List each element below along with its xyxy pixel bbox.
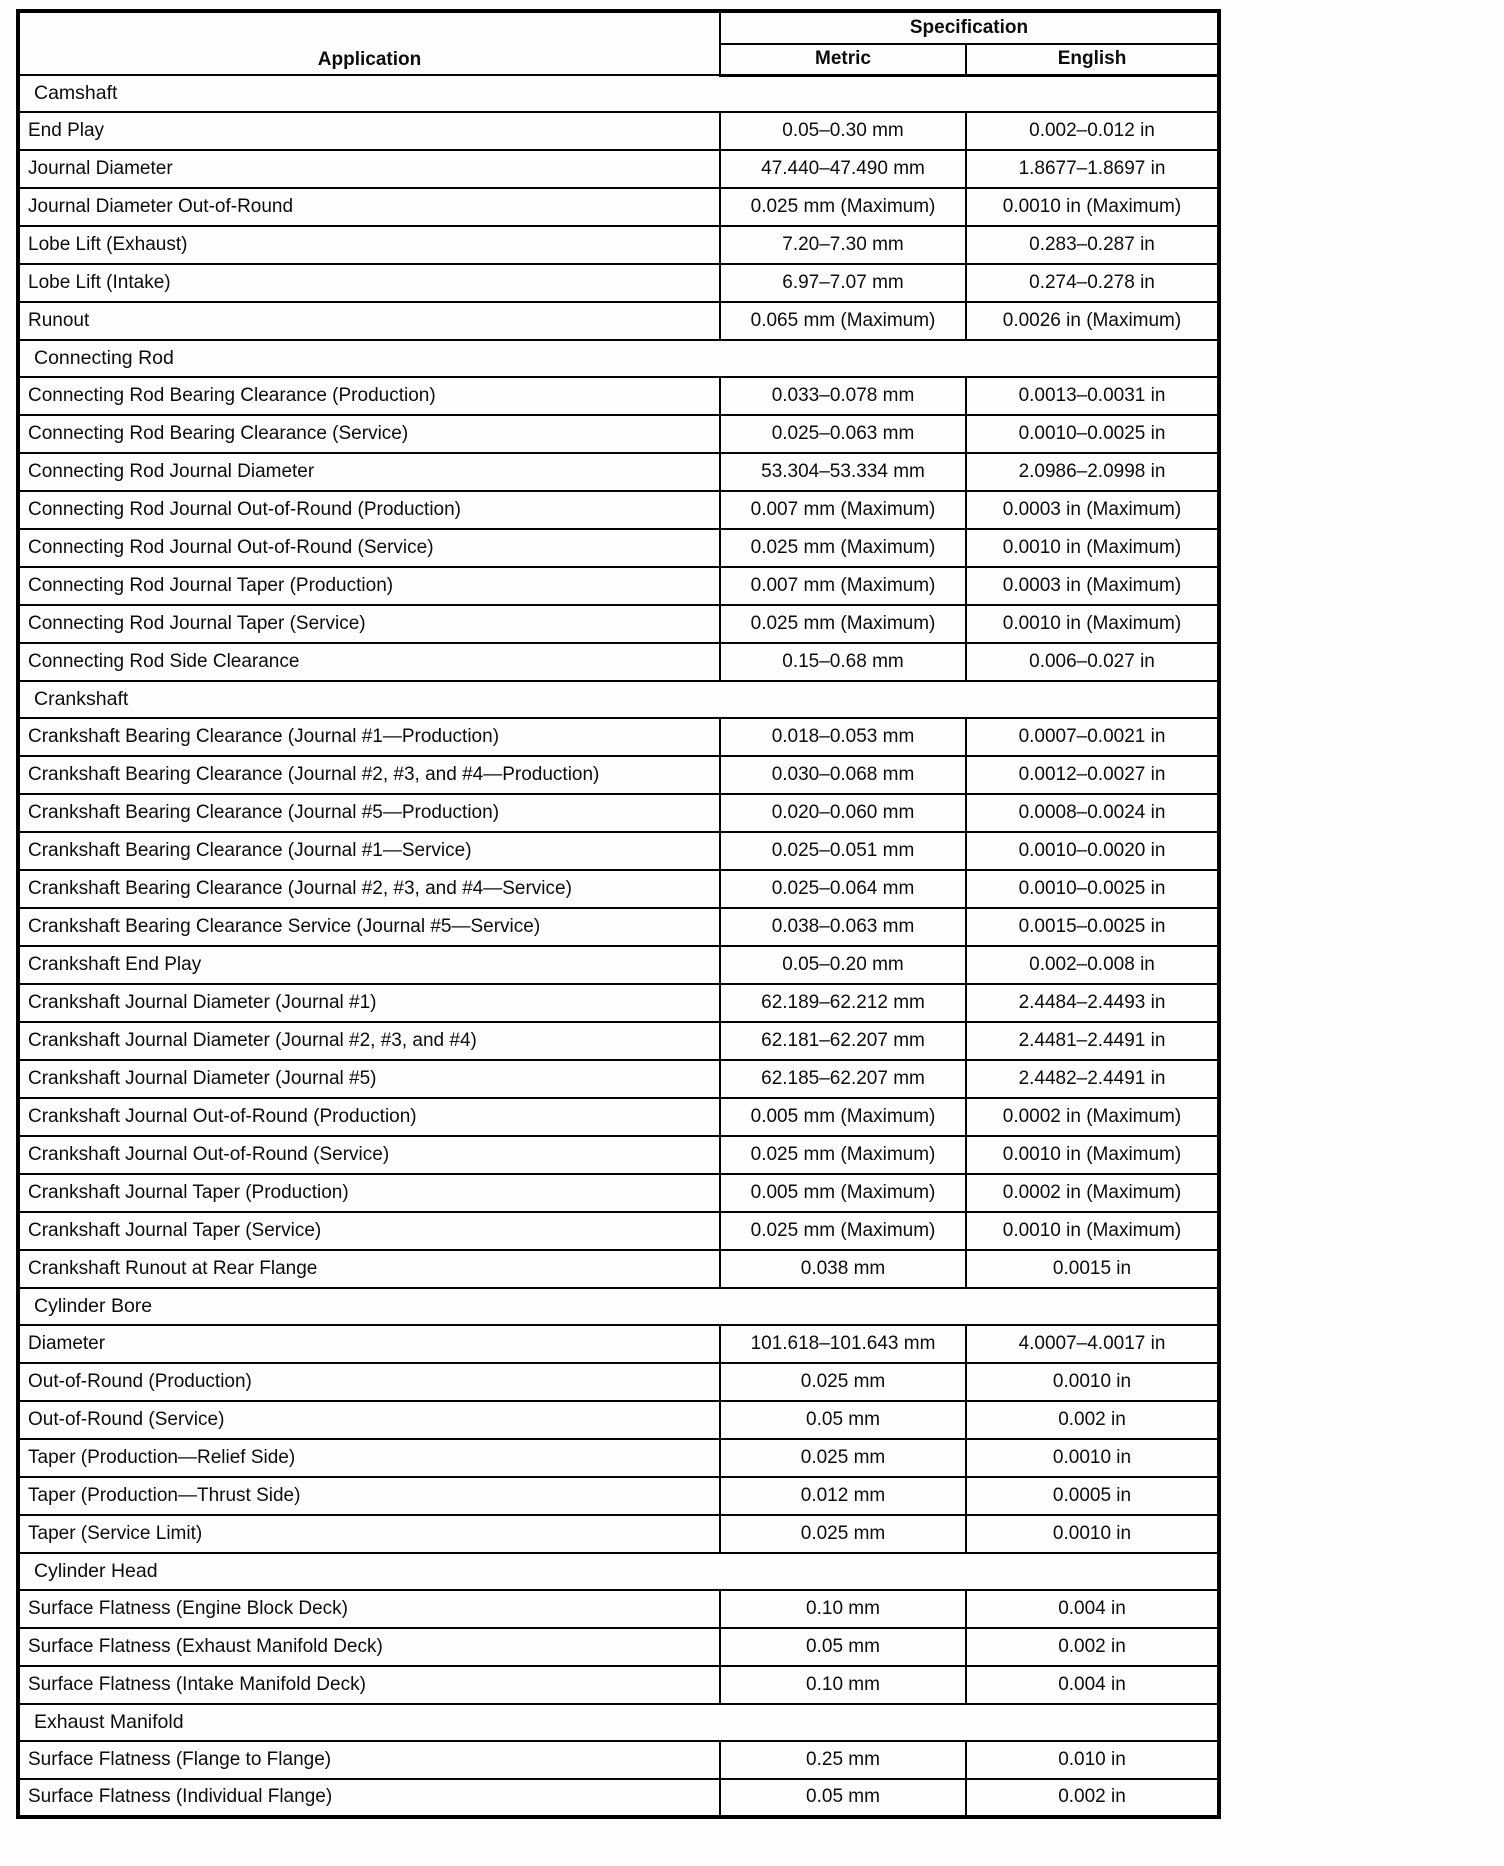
section-row xyxy=(18,1553,1219,1590)
english-value: 0.0002 in (Maximum) xyxy=(966,1098,1219,1136)
application-value: Crankshaft Bearing Clearance (Journal #5—Production) xyxy=(18,794,720,832)
metric-value: 53.304–53.334 mm xyxy=(720,453,966,491)
metric-value: 0.10 mm xyxy=(720,1666,966,1704)
application-value: Connecting Rod Journal Out-of-Round (Service) xyxy=(18,529,720,567)
section-title: Connecting Rod xyxy=(18,340,1219,377)
spec-row xyxy=(18,1325,1219,1363)
application-value: Journal Diameter Out-of-Round xyxy=(18,188,720,226)
english-value: 0.004 in xyxy=(966,1666,1219,1704)
english-value: 2.0986–2.0998 in xyxy=(966,453,1219,491)
metric-value: 0.025 mm xyxy=(720,1515,966,1553)
application-value: Crankshaft End Play xyxy=(18,946,720,984)
section-title: Camshaft xyxy=(18,75,1219,112)
english-value: 0.0010–0.0020 in xyxy=(966,832,1219,870)
english-value: 0.274–0.278 in xyxy=(966,264,1219,302)
metric-value: 0.025–0.063 mm xyxy=(720,415,966,453)
application-value: Runout xyxy=(18,302,720,340)
section-row xyxy=(18,1288,1219,1325)
metric-value: 0.025 mm (Maximum) xyxy=(720,605,966,643)
english-value: 0.0015 in xyxy=(966,1250,1219,1288)
spec-row xyxy=(18,1363,1219,1401)
spec-row xyxy=(18,643,1219,681)
application-value: Taper (Service Limit) xyxy=(18,1515,720,1553)
spec-row xyxy=(18,491,1219,529)
spec-row xyxy=(18,150,1219,188)
spec-row xyxy=(18,946,1219,984)
header-row-specification xyxy=(18,11,1219,44)
metric-value: 0.012 mm xyxy=(720,1477,966,1515)
spec-row xyxy=(18,1477,1219,1515)
specification-column-header: Specification xyxy=(720,11,1219,44)
application-value: Surface Flatness (Exhaust Manifold Deck) xyxy=(18,1628,720,1666)
section-title: Crankshaft xyxy=(18,681,1219,718)
english-value: 0.002–0.012 in xyxy=(966,112,1219,150)
english-value: 0.0008–0.0024 in xyxy=(966,794,1219,832)
metric-value: 6.97–7.07 mm xyxy=(720,264,966,302)
engine-specifications-table xyxy=(16,9,1221,1819)
metric-value: 0.15–0.68 mm xyxy=(720,643,966,681)
section-title: Exhaust Manifold xyxy=(18,1704,1219,1741)
metric-value: 0.05–0.30 mm xyxy=(720,112,966,150)
metric-value: 62.181–62.207 mm xyxy=(720,1022,966,1060)
spec-row xyxy=(18,908,1219,946)
spec-row xyxy=(18,1060,1219,1098)
metric-value: 0.020–0.060 mm xyxy=(720,794,966,832)
section-title: Cylinder Head xyxy=(18,1553,1219,1590)
application-value: Connecting Rod Side Clearance xyxy=(18,643,720,681)
metric-value: 0.10 mm xyxy=(720,1590,966,1628)
english-value: 4.0007–4.0017 in xyxy=(966,1325,1219,1363)
metric-value: 0.05–0.20 mm xyxy=(720,946,966,984)
spec-row xyxy=(18,1741,1219,1779)
metric-value: 0.005 mm (Maximum) xyxy=(720,1174,966,1212)
application-value: Crankshaft Bearing Clearance (Journal #2, #3, and #4—Production) xyxy=(18,756,720,794)
metric-value: 0.25 mm xyxy=(720,1741,966,1779)
section-title: Cylinder Bore xyxy=(18,1288,1219,1325)
metric-value: 0.025 mm (Maximum) xyxy=(720,188,966,226)
metric-value: 0.033–0.078 mm xyxy=(720,377,966,415)
english-value: 0.283–0.287 in xyxy=(966,226,1219,264)
application-value: Taper (Production—Thrust Side) xyxy=(18,1477,720,1515)
english-value: 0.0010 in xyxy=(966,1363,1219,1401)
metric-value: 0.038 mm xyxy=(720,1250,966,1288)
english-value: 0.0010 in (Maximum) xyxy=(966,529,1219,567)
application-value: Crankshaft Journal Out-of-Round (Production) xyxy=(18,1098,720,1136)
metric-value: 0.007 mm (Maximum) xyxy=(720,567,966,605)
metric-value: 47.440–47.490 mm xyxy=(720,150,966,188)
application-value: Crankshaft Runout at Rear Flange xyxy=(18,1250,720,1288)
spec-row xyxy=(18,718,1219,756)
application-value: Connecting Rod Journal Out-of-Round (Production) xyxy=(18,491,720,529)
spec-row xyxy=(18,1439,1219,1477)
english-value: 0.0010 in (Maximum) xyxy=(966,188,1219,226)
metric-value: 0.025–0.064 mm xyxy=(720,870,966,908)
section-row xyxy=(18,681,1219,718)
spec-row xyxy=(18,1515,1219,1553)
spec-row xyxy=(18,1401,1219,1439)
spec-row xyxy=(18,1779,1219,1817)
metric-value: 0.025 mm (Maximum) xyxy=(720,529,966,567)
english-value: 0.004 in xyxy=(966,1590,1219,1628)
application-value: Journal Diameter xyxy=(18,150,720,188)
english-value: 0.0003 in (Maximum) xyxy=(966,567,1219,605)
application-value: Connecting Rod Bearing Clearance (Production) xyxy=(18,377,720,415)
spec-row xyxy=(18,870,1219,908)
metric-value: 0.025 mm xyxy=(720,1363,966,1401)
metric-value: 0.025 mm (Maximum) xyxy=(720,1136,966,1174)
english-value: 2.4482–2.4491 in xyxy=(966,1060,1219,1098)
spec-row xyxy=(18,188,1219,226)
spec-row xyxy=(18,415,1219,453)
english-value: 0.002 in xyxy=(966,1779,1219,1817)
application-value: Diameter xyxy=(18,1325,720,1363)
english-value: 0.006–0.027 in xyxy=(966,643,1219,681)
metric-value: 62.189–62.212 mm xyxy=(720,984,966,1022)
section-row xyxy=(18,75,1219,112)
spec-row xyxy=(18,756,1219,794)
english-value: 0.002–0.008 in xyxy=(966,946,1219,984)
english-value: 0.0010–0.0025 in xyxy=(966,415,1219,453)
section-row xyxy=(18,340,1219,377)
spec-row xyxy=(18,1212,1219,1250)
spec-row xyxy=(18,1136,1219,1174)
spec-row xyxy=(18,1250,1219,1288)
spec-row xyxy=(18,984,1219,1022)
spec-row xyxy=(18,1022,1219,1060)
english-value: 0.010 in xyxy=(966,1741,1219,1779)
metric-value: 0.025 mm xyxy=(720,1439,966,1477)
spec-row xyxy=(18,1590,1219,1628)
spec-row xyxy=(18,1666,1219,1704)
english-value: 0.0003 in (Maximum) xyxy=(966,491,1219,529)
application-value: Connecting Rod Journal Taper (Service) xyxy=(18,605,720,643)
english-value: 0.002 in xyxy=(966,1401,1219,1439)
application-value: Crankshaft Journal Diameter (Journal #2, #3, and #4) xyxy=(18,1022,720,1060)
metric-value: 7.20–7.30 mm xyxy=(720,226,966,264)
metric-value: 0.025 mm (Maximum) xyxy=(720,1212,966,1250)
spec-row xyxy=(18,605,1219,643)
english-value: 0.002 in xyxy=(966,1628,1219,1666)
table-header xyxy=(18,11,1219,75)
application-value: Taper (Production—Relief Side) xyxy=(18,1439,720,1477)
metric-value: 0.05 mm xyxy=(720,1628,966,1666)
application-value: Surface Flatness (Flange to Flange) xyxy=(18,1741,720,1779)
english-value: 0.0010 in xyxy=(966,1515,1219,1553)
metric-value: 0.005 mm (Maximum) xyxy=(720,1098,966,1136)
spec-row xyxy=(18,1174,1219,1212)
english-value: 0.0010 in (Maximum) xyxy=(966,1212,1219,1250)
application-value: Connecting Rod Journal Taper (Production) xyxy=(18,567,720,605)
application-value: Surface Flatness (Individual Flange) xyxy=(18,1779,720,1817)
metric-value: 0.030–0.068 mm xyxy=(720,756,966,794)
spec-row xyxy=(18,264,1219,302)
application-value: Crankshaft Journal Out-of-Round (Service) xyxy=(18,1136,720,1174)
english-value: 2.4484–2.4493 in xyxy=(966,984,1219,1022)
application-value: Crankshaft Journal Taper (Service) xyxy=(18,1212,720,1250)
english-value: 0.0010–0.0025 in xyxy=(966,870,1219,908)
application-value: Surface Flatness (Intake Manifold Deck) xyxy=(18,1666,720,1704)
metric-value: 0.025–0.051 mm xyxy=(720,832,966,870)
metric-value: 0.007 mm (Maximum) xyxy=(720,491,966,529)
application-value: Lobe Lift (Exhaust) xyxy=(18,226,720,264)
application-value: Lobe Lift (Intake) xyxy=(18,264,720,302)
application-value: Connecting Rod Bearing Clearance (Service) xyxy=(18,415,720,453)
metric-value: 0.05 mm xyxy=(720,1779,966,1817)
spec-row xyxy=(18,112,1219,150)
metric-value: 0.018–0.053 mm xyxy=(720,718,966,756)
metric-value: 0.038–0.063 mm xyxy=(720,908,966,946)
english-value: 1.8677–1.8697 in xyxy=(966,150,1219,188)
english-value: 0.0007–0.0021 in xyxy=(966,718,1219,756)
spec-row xyxy=(18,567,1219,605)
application-value: Crankshaft Journal Diameter (Journal #1) xyxy=(18,984,720,1022)
english-value: 0.0010 in (Maximum) xyxy=(966,605,1219,643)
application-value: Crankshaft Bearing Clearance (Journal #2, #3, and #4—Service) xyxy=(18,870,720,908)
english-column-header: English xyxy=(966,44,1219,75)
metric-value: 62.185–62.207 mm xyxy=(720,1060,966,1098)
english-value: 0.0013–0.0031 in xyxy=(966,377,1219,415)
spec-row xyxy=(18,1628,1219,1666)
table-body xyxy=(18,75,1219,1817)
english-value: 0.0002 in (Maximum) xyxy=(966,1174,1219,1212)
application-value: Crankshaft Bearing Clearance (Journal #1—Service) xyxy=(18,832,720,870)
metric-column-header: Metric xyxy=(720,44,966,75)
english-value: 0.0026 in (Maximum) xyxy=(966,302,1219,340)
metric-value: 101.618–101.643 mm xyxy=(720,1325,966,1363)
application-value: Crankshaft Bearing Clearance (Journal #1—Production) xyxy=(18,718,720,756)
application-value: Crankshaft Journal Taper (Production) xyxy=(18,1174,720,1212)
spec-row xyxy=(18,529,1219,567)
application-value: Crankshaft Journal Diameter (Journal #5) xyxy=(18,1060,720,1098)
metric-value: 0.05 mm xyxy=(720,1401,966,1439)
spec-row xyxy=(18,453,1219,491)
application-value: Out-of-Round (Service) xyxy=(18,1401,720,1439)
english-value: 0.0010 in (Maximum) xyxy=(966,1136,1219,1174)
english-value: 0.0005 in xyxy=(966,1477,1219,1515)
spec-row xyxy=(18,832,1219,870)
application-value: Crankshaft Bearing Clearance Service (Journal #5—Service) xyxy=(18,908,720,946)
spec-row xyxy=(18,226,1219,264)
section-row xyxy=(18,1704,1219,1741)
application-value: Connecting Rod Journal Diameter xyxy=(18,453,720,491)
spec-row xyxy=(18,1098,1219,1136)
application-column-header: Application xyxy=(18,11,720,75)
spec-row xyxy=(18,377,1219,415)
english-value: 2.4481–2.4491 in xyxy=(966,1022,1219,1060)
english-value: 0.0012–0.0027 in xyxy=(966,756,1219,794)
application-value: End Play xyxy=(18,112,720,150)
application-value: Surface Flatness (Engine Block Deck) xyxy=(18,1590,720,1628)
english-value: 0.0010 in xyxy=(966,1439,1219,1477)
spec-row xyxy=(18,794,1219,832)
spec-row xyxy=(18,302,1219,340)
english-value: 0.0015–0.0025 in xyxy=(966,908,1219,946)
application-value: Out-of-Round (Production) xyxy=(18,1363,720,1401)
metric-value: 0.065 mm (Maximum) xyxy=(720,302,966,340)
